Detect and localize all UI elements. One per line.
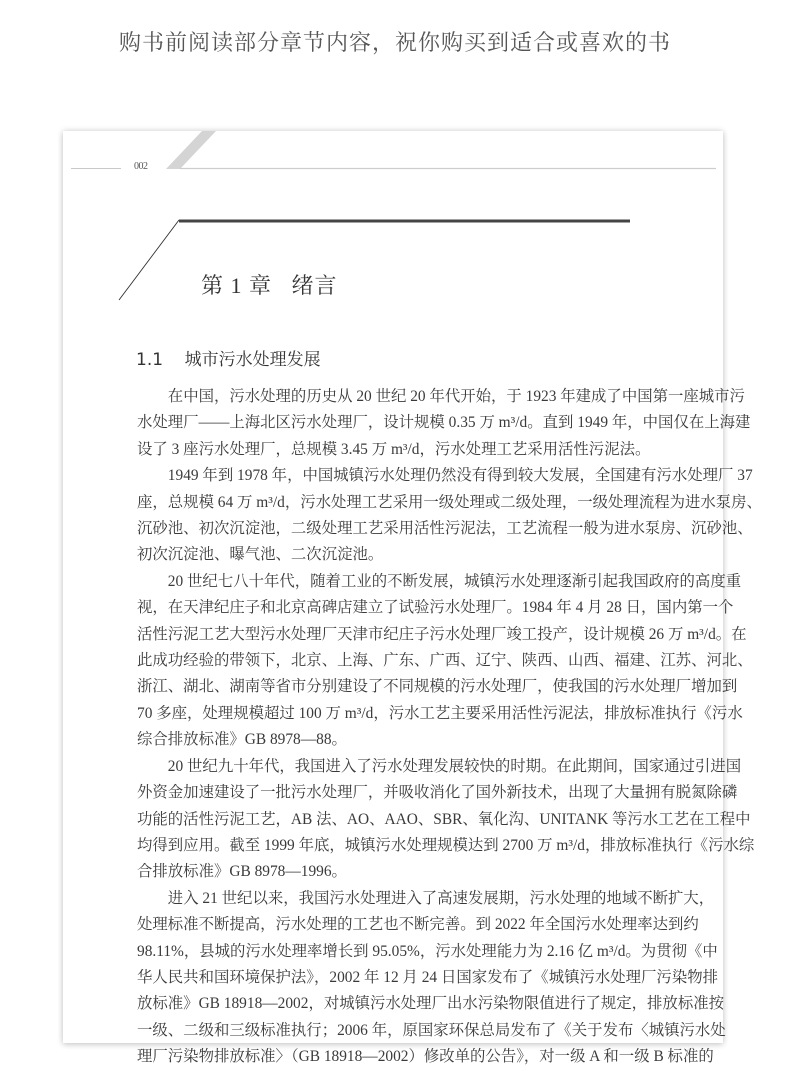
text-line: 在中国，污水处理的历史从 20 世纪 20 年代开始，于 1923 年建成了中国第一座城市污 (167, 388, 745, 405)
paragraph (137, 569, 753, 754)
text-line: 20 世纪七八十年代，随着工业的不断发展，城镇污水处理逐渐引起我国政府的高度重 (167, 572, 742, 590)
text-line: 一级、二级和三级标准执行；2006 年，原国家环保总局发布了《关于发布〈城镇污水处 (137, 1021, 726, 1039)
text-line: 沉砂池、初次沉淀池，二级处理工艺采用活性污泥法，工艺流程一般为进水泵房、沉砂池、 (137, 520, 753, 538)
text-line: 水处理厂——上海北区污水处理厂，设计规模 0.35 万 m³/d。直到 1949 年，中国仅在上海建 (137, 414, 751, 432)
paragraph (137, 384, 751, 463)
preview-banner: 购书前阅读部分章节内容，祝你购买到适合或喜欢的书 (118, 31, 671, 56)
text-line: 70 多座，处理规模超过 100 万 m³/d，污水工艺主要采用活性污泥法，排放标准执行《污水 (137, 704, 743, 722)
text-line: 设了 3 座污水处理厂，总规模 3.45 万 m³/d，污水处理工艺采用活性污泥法。 (137, 440, 651, 458)
text-line: 座，总规模 64 万 m³/d，污水处理工艺采用一级处理或二级处理，一级处理流程为进水泵房、 (137, 493, 762, 511)
text-line: 综合排放标准》GB 8978—88。 (137, 731, 347, 749)
section-title: 1.1 城市污水处理发展 (136, 350, 321, 370)
body-text (137, 384, 762, 1071)
paragraph (137, 886, 726, 1071)
text-line: 外资金加速建设了一批污水处理厂，并吸收消化了国外新技术，出现了大量拥有脱氮除磷 (137, 784, 738, 802)
text-line: 1949 年到 1978 年，中国城镇污水处理仍然没有得到较大发展，全国建有污水处理厂 37 (167, 467, 753, 485)
text-line: 放标准》GB 18918—2002，对城镇污水处理厂出水污染物限值进行了规定，排放标准按 (137, 995, 724, 1013)
text-line: 视，在天津纪庄子和北京高碑店建立了试验污水处理厂。1984 年 4 月 28 日，国内第一个 (137, 599, 734, 617)
text-line: 进入 21 世纪以来，我国污水处理进入了高速发展期，污水处理的地域不断扩大， (167, 889, 715, 907)
header-slash-accent (166, 131, 216, 169)
text-line: 理厂污染物排放标准〉（GB 18918—2002）修改单的公告》，对一级 A 和一级 B 标准的 (137, 1048, 714, 1066)
text-line: 均得到应用。截至 1999 年底，城镇污水处理规模达到 2700 万 m³/d，排放标准执行《污水综 (137, 836, 755, 854)
text-line: 20 世纪九十年代，我国进入了污水处理发展较快的时期。在此期间，国家通过引进国 (167, 757, 742, 775)
text-line: 此成功经验的带领下，北京、上海、广东、广西、辽宁、陕西、山西、福建、江苏、河北、 (137, 652, 753, 670)
text-line: 浙江、湖北、湖南等省市分别建设了不同规模的污水处理厂，使我国的污水处理厂增加到 (137, 678, 738, 696)
text-line: 合排放标准》GB 8978—1996。 (137, 863, 347, 881)
paragraph (137, 463, 762, 569)
text-line: 98.11%，县城的污水处理率增长到 95.05%，污水处理能力为 2.16 亿 m³/d。为贯彻《中 (137, 942, 718, 960)
text-line: 华人民共和国环境保护法》，2002 年 12 月 24 日国家发布了《城镇污水处理厂污染物排 (137, 968, 718, 986)
book-page (63, 131, 762, 1066)
paragraph (137, 754, 755, 886)
text-line: 活性污泥工艺大型污水处理厂天津市纪庄子污水处理厂竣工投产，设计规模 26 万 m³/d。在 (137, 625, 747, 643)
text-line: 处理标准不断提高，污水处理的工艺也不断完善。到 2022 年全国污水处理率达到约 (137, 916, 699, 934)
page-number: 002 (134, 161, 148, 172)
text-line: 初次沉淀池、曝气池、二次沉淀池。 (137, 546, 384, 564)
text-line: 功能的活性污泥工艺，AB 法、AO、AAO、SBR、氧化沟、UNITANK 等污水工艺在工程中 (137, 810, 751, 828)
header-decoration (63, 131, 723, 331)
chapter-title: 第 1 章 绪言 (201, 273, 338, 298)
